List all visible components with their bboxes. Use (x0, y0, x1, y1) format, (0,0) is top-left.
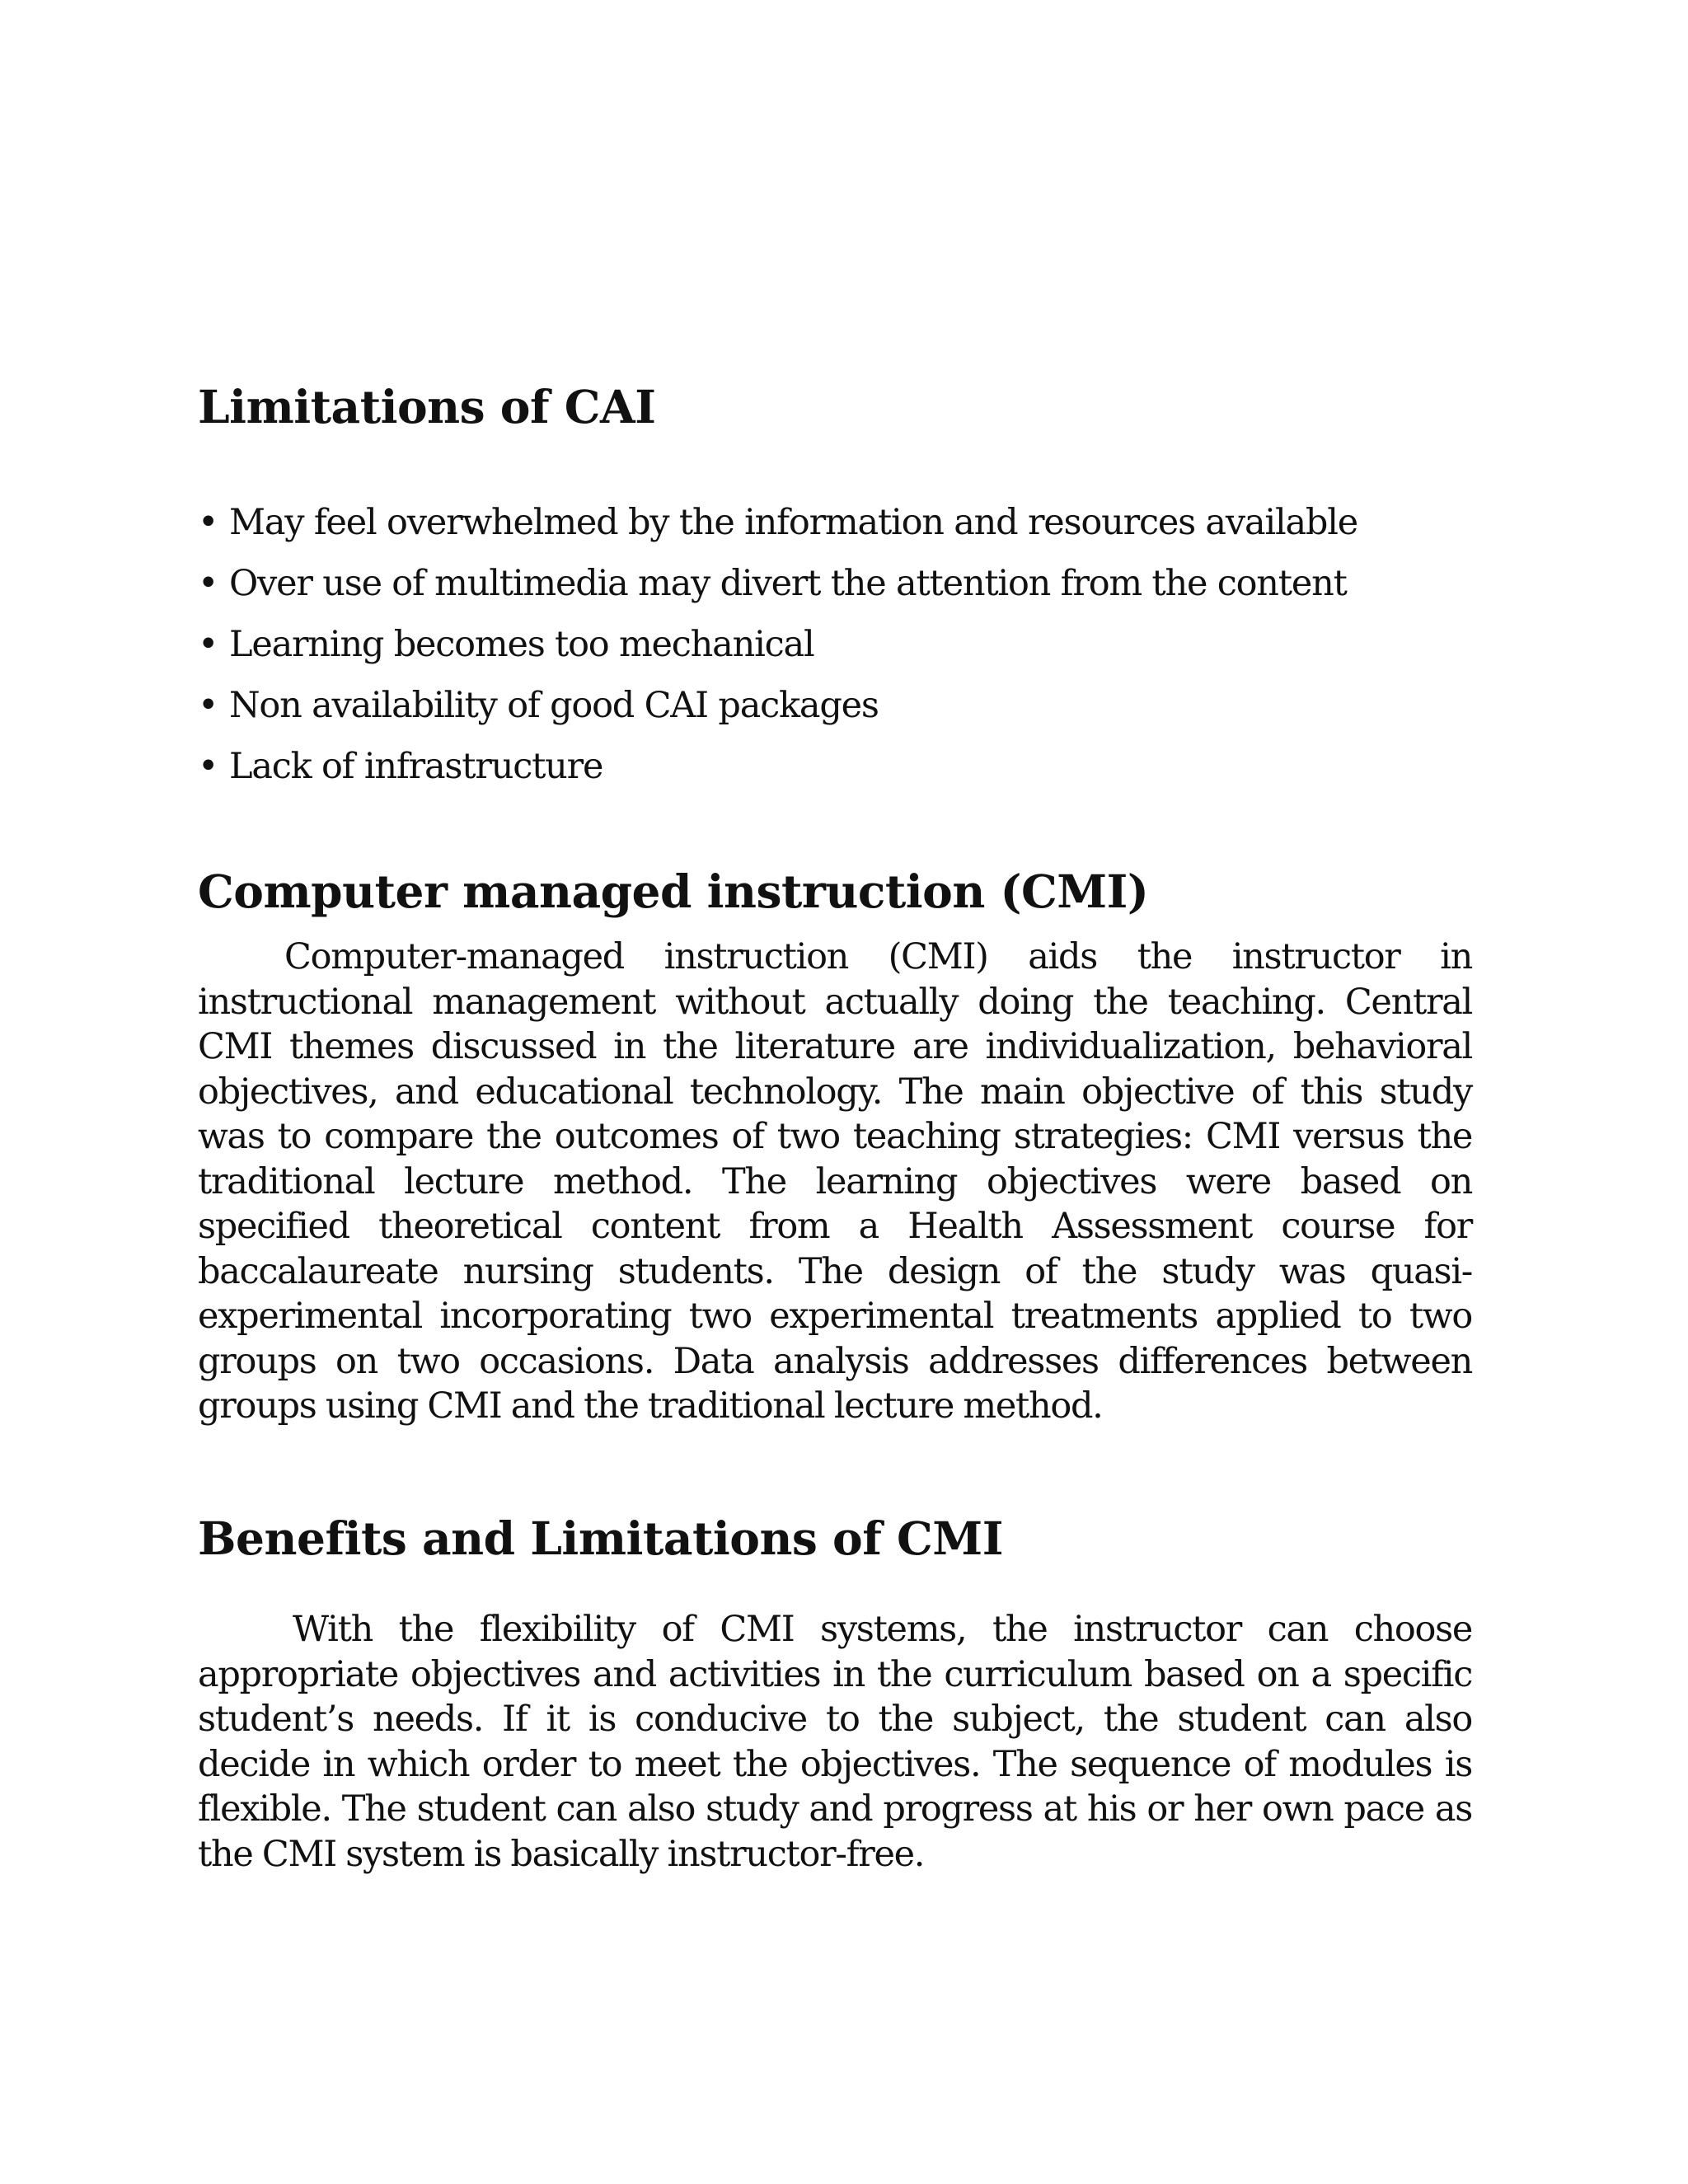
bullet-icon: • (198, 563, 218, 604)
benefits-cmi-paragraph: With the flexibility of CMI systems, the instructor can choose appropriate objectives and activities in the curriculum based on a specific student’s needs. If it is conducive to the subject, the student can also decide in which order to meet the objectives. The sequence of modules is flexible. The student can also study and progress at his or her own pace as the CMI system is basically instructor-free. (198, 1609, 1472, 1875)
bullet-icon: • (198, 746, 218, 787)
cmi-paragraph: Computer-managed instruction (CMI) aids the instructor in instructional management without actually doing the teaching. Central CMI themes discussed in the literature are individualization, behavioral objectives, and educational technology. The main objective of this study was to compare the outcomes of two teaching strategies: CMI versus the traditional lecture method. The learning objectives were based on specified theoretical content from a Health Assessment course for baccalaureate nursing students. The design of the study was quasi-experimental incorporating two experimental treatments applied to two groups on two occasions. Data analysis addresses differences between groups using CMI and the traditional lecture method. (198, 936, 1472, 1427)
bullet-icon: • (198, 502, 218, 543)
list-item (198, 620, 1357, 681)
list-item-text: Over use of multimedia may divert the attention from the content (229, 563, 1347, 604)
list-item (198, 559, 1357, 620)
list-item (198, 498, 1357, 559)
bullet-icon: • (198, 685, 218, 726)
heading-computer-managed-instruction: Computer managed instruction (CMI) (198, 865, 1149, 918)
limitations-cai-list (198, 498, 1357, 803)
heading-benefits-and-limitations-of-cmi: Benefits and Limitations of CMI (198, 1511, 1003, 1565)
list-item-text: May feel overwhelmed by the information and resources available (229, 502, 1358, 543)
list-item-text: Lack of infrastructure (229, 746, 603, 787)
list-item (198, 742, 1357, 803)
list-item-text: Non availability of good CAI packages (229, 685, 879, 726)
document-page (198, 0, 1472, 2184)
heading-limitations-of-cai: Limitations of CAI (198, 380, 656, 434)
bullet-icon: • (198, 624, 218, 665)
list-item (198, 681, 1357, 742)
list-item-text: Learning becomes too mechanical (229, 624, 814, 665)
